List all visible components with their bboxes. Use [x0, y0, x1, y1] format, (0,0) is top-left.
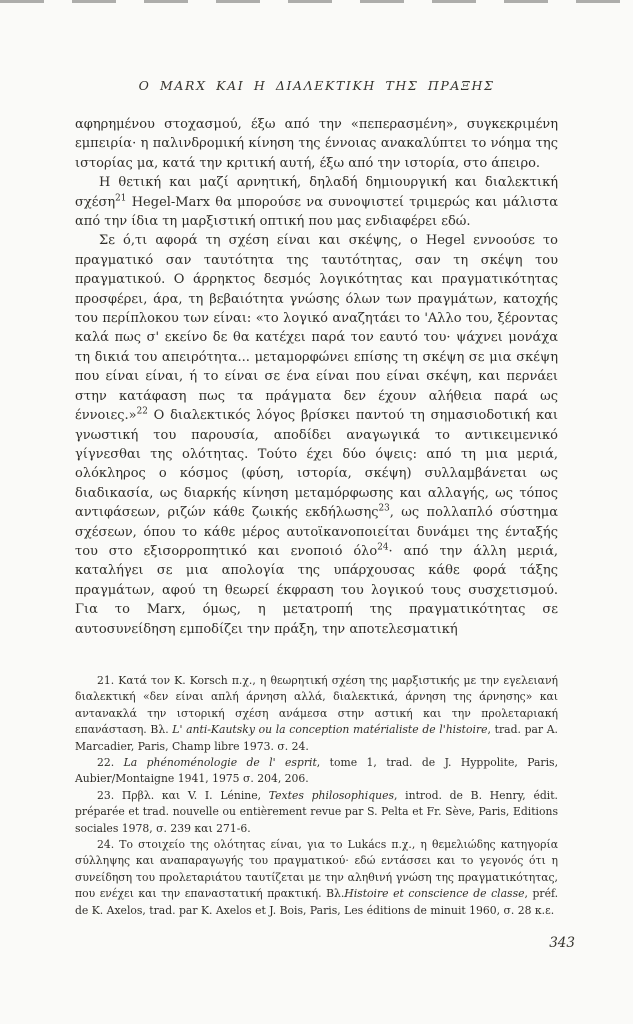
running-head: Ο MARX ΚΑΙ Η ΔΙΑΛΕΚΤΙΚΗ ΤΗΣ ΠΡΑΞΗΣ	[138, 78, 495, 93]
paragraph-being-and-thought: Σε ό,τι αφορά τη σχέση είναι και σκέψης, ο Hegel εννοούσε το πραγματικό σαν ταυτότητα της ταυτότητας, σαν τη σκέψη του πραγματικού. Ο άρρηκτος δεσμός λογικότητας και πραγματικότητας προσφέρει, άρα, τη βεβαιότητα γνώσης όλων των πραγμάτων, κατοχής του περίπλοκου των είναι: «το λογικό αναζητάει το 'Αλλο του, ξέροντας καλά πως σ' εκείνο δε θα κατέχει παρά τον εαυτό του· ψάχνει μονάχα τη δικιά του απειρότητα... μεταμορφώνει επίσης τη σκέψη σε μια σκέψη που είναι είναι, ή το είναι σε ένα είναι που είναι σκέψη, και περνάει στην κατάφαση πως τα πράγματα δεν έχουν αλήθεια παρά ως έννοιες.»$^{22}$ Ο διαλεκτικός λόγος βρίσκει παντού τη σημασιοδοτική και γνωστική του παρουσία, αποδίδει αναγωγικά το αντικειμενικό γίγνεσθαι της ολότητας. Τούτο έχει δύο όψεις: από τη μια μεριά, ολόκληρος ο κόσμος (φύση, ιστορία, σκέψη) συλλαμβάνεται ως διαδικασία, ως διαρκής κίνηση μεταμόρφωσης και αλλαγής, ως τόπος αντιφάσεων, ριζών κάθε ζωικής εκδήλωσης$^{23}$, ως πολλαπλό σύστημα σχέσεων, όπου το κάθε μέρος αυτοϊκανοποιείται δυνάμει της ένταξής του στο εξισορροπητικό και ενοποιό όλο$^{24}$· από την άλλη μεριά, καταλήγει σε μια απολογία της υπάρχουσας κάθε φορά τάξης πραγμάτων, αφού τη θεωρεί έκφραση του λογικού τους συσχετισμού. Για το Marx, όμως, η μετατροπή της πραγματικότητας σε αυτοσυνείδηση εμποδίζει την πράξη, την αποτελεσματική	[75, 233, 559, 637]
footnotes-section	[75, 673, 558, 919]
paragraph-continuation: αφηρημένου στοχασμού, έξω από την «πεπερασμένη», συγκεκριμένη εμπειρία· η παλινδρομική κίνηση της έννοιας ανακαλύπτει το νόημα της ιστορίας μα, κατά την κριτική αυτή, έξω από την ιστορία, στο άπειρο.	[75, 117, 558, 171]
footnote-21: 21. Κατά τον Κ. Korsch π.χ., η θεωρητική σχέση της μαρξιστικής με την εγελειανή διαλεκτική «δεν είναι απλή άρνηση αλλά, διαλεκτικά, άρνηση της άρνησης» και αντανακλά την ιστορική σχέση ανάμεσα στην αστική και την προλεταριακή επανάσταση. Βλ. L' anti-Kautsky ou la conception matérialiste de l'histoire, trad. par A. Marcadier, Paris, Champ libre 1973. σ. 24.	[75, 673, 558, 753]
footnote-22: 22. La phénoménologie de l' esprit, tome 1, trad. de J. Hyppolite, Paris, Aubier/Montaigne 1941, 1975 σ. 204, 206.	[75, 756, 558, 786]
footnote-24: 24. Το στοιχείο της ολότητας είναι, για το Lukács π.χ., η θεμελιώδης κατηγορία σύλληψης και αναπαραγωγής του πραγματικού· εδώ εντάσσει και το γεγονός ότι η συνείδηση του προλεταριάτου ταυτίζεται με την αληθινή γνώση της πραγματικότητας, που ενέχει και την επαναστατική πρακτική. Βλ.Histoire et conscience de classe, préf. de K. Axelos, trad. par K. Axelos et J. Bois, Paris, Les éditions de minuit 1960, σ. 28 κ.ε.	[75, 838, 559, 917]
scan-artifact-top-edge	[0, 0, 633, 3]
paragraph-hegel-marx-relation: Η θετική και μαζί αρνητική, δηλαδή δημιουργική και διαλεκτική σχέση$^{21}$ Hegel-Marx θα μπορούσε να συνοψιστεί τριμερώς και μάλιστα από την ίδια τη μαρξιστική οπτική που μας ενδιαφέρει εδώ.	[75, 175, 558, 230]
footnote-23: 23. Πρβλ. και V. I. Lénine, Textes philosophiques, introd. de B. Henry, édit. préparée et trad. nouvelle ou entièrement revue par S. Pelta et Fr. Sève, Paris, Editions sociales 1978, σ. 239 και 271-6.	[75, 788, 558, 835]
page-number: 343	[549, 935, 575, 952]
body-text	[75, 115, 558, 639]
